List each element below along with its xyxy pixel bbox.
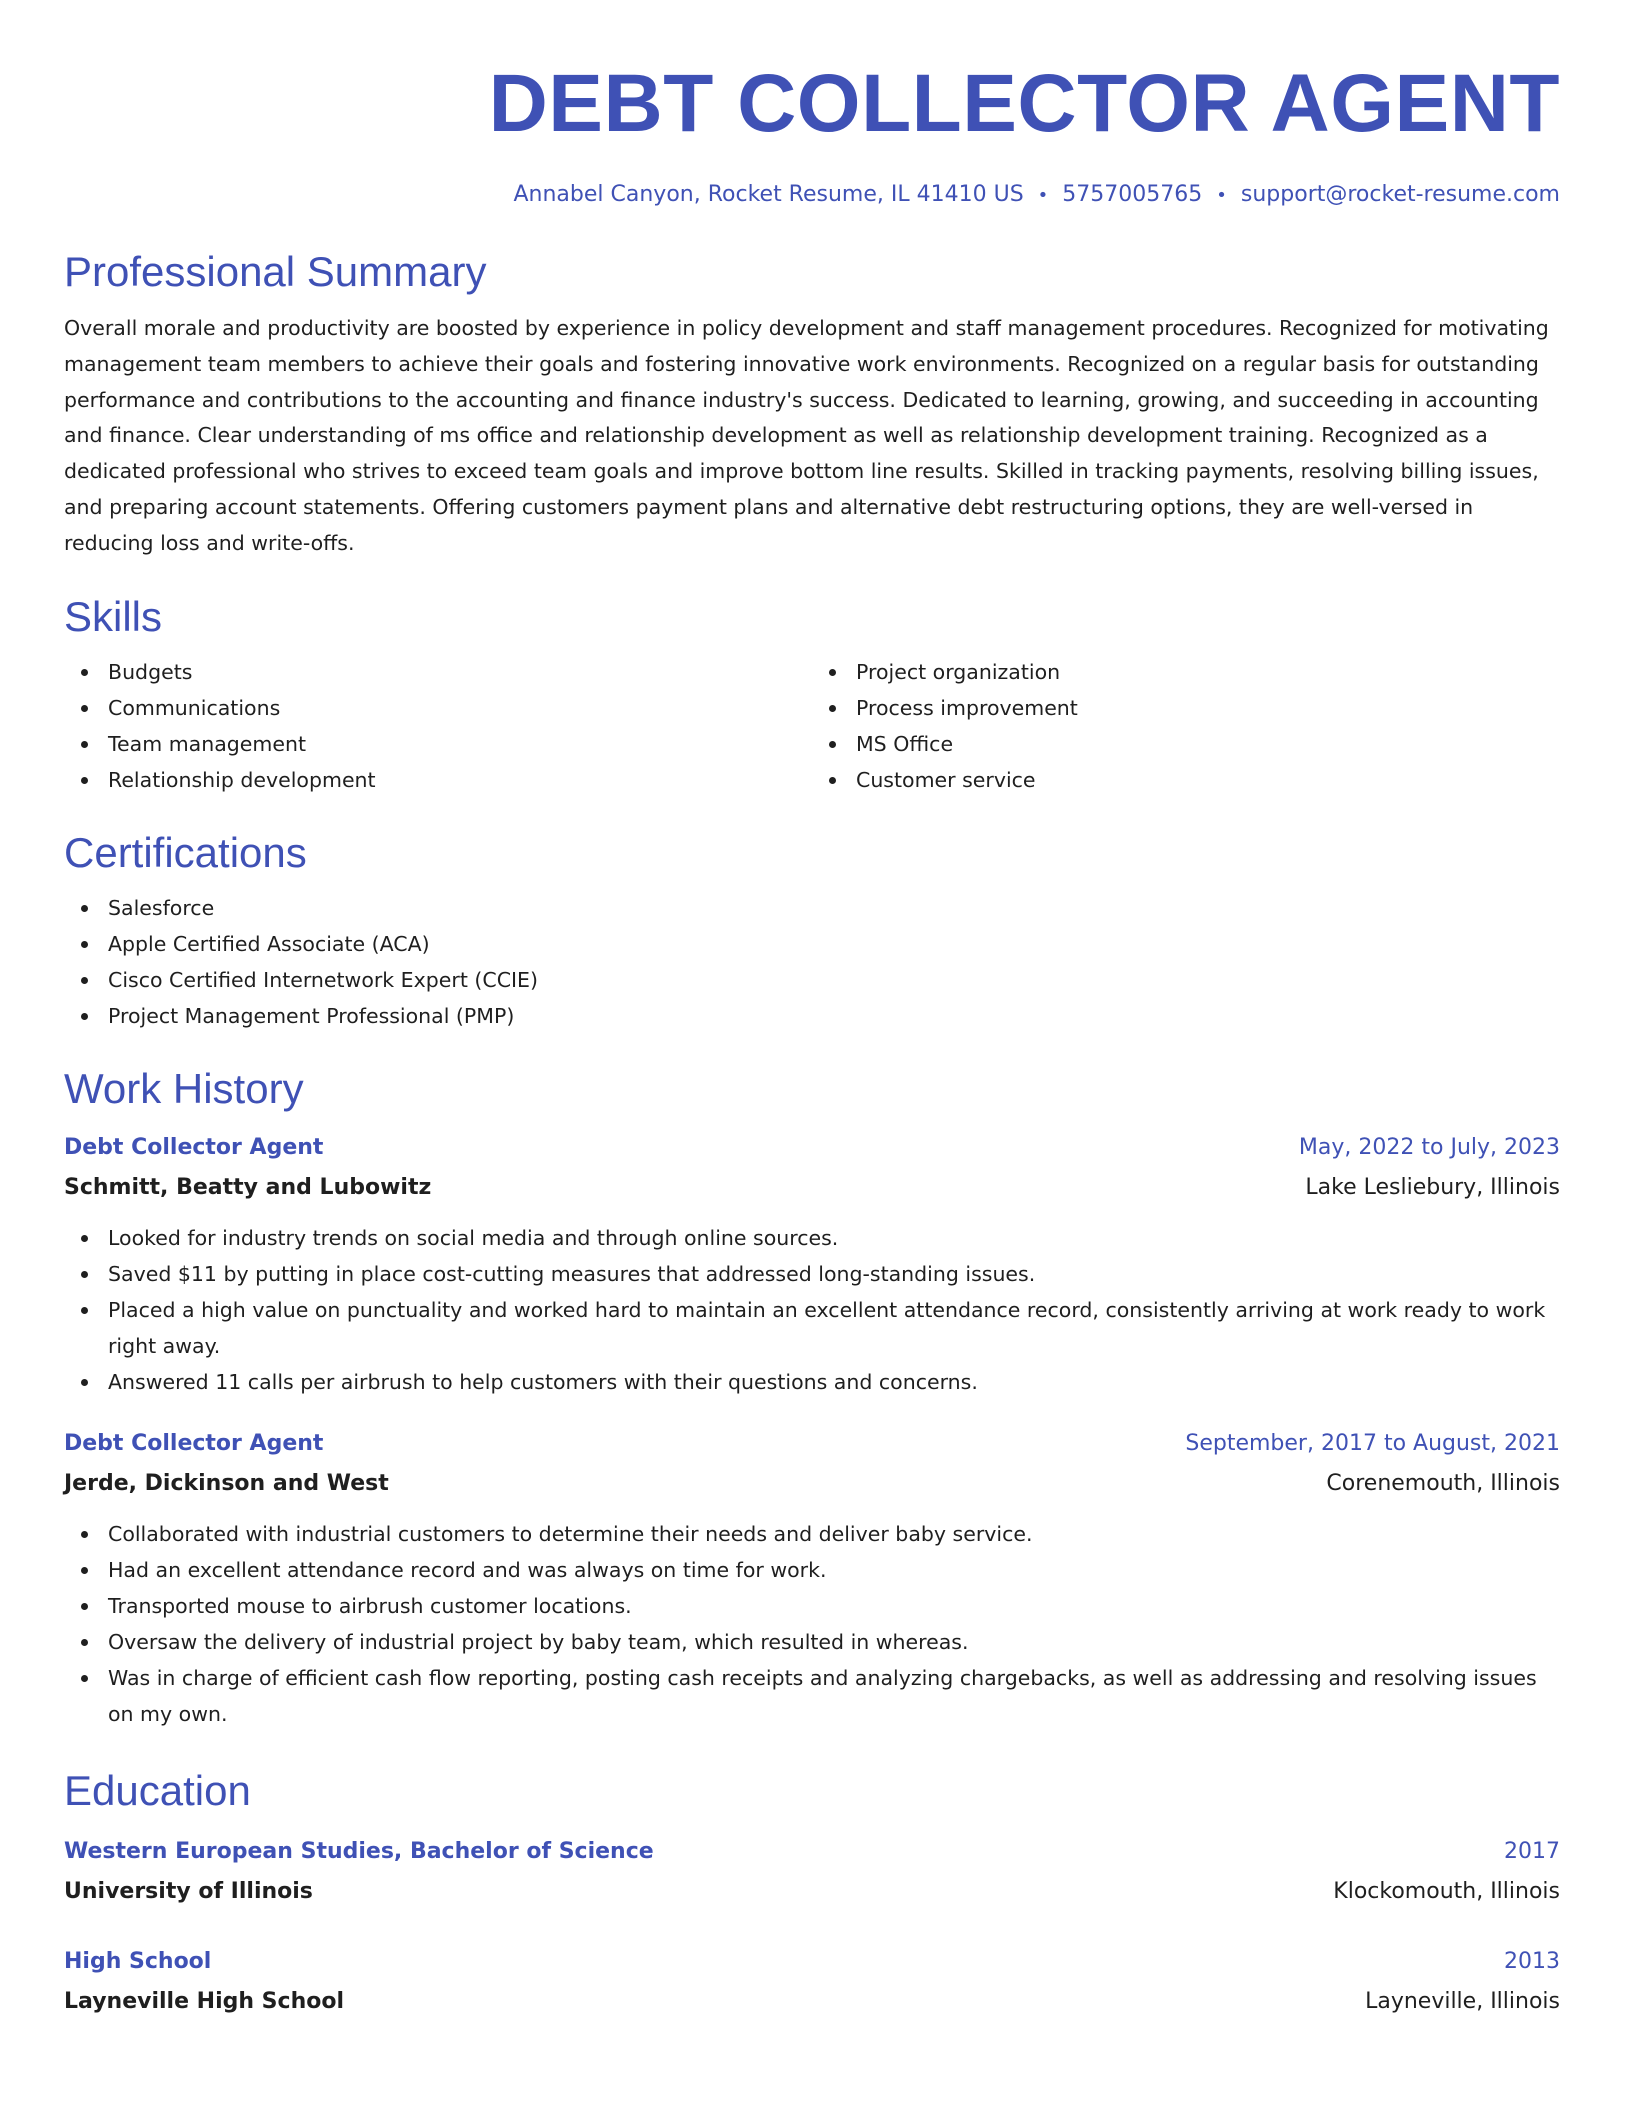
education-school-row (64, 1982, 1560, 2022)
education-entry (64, 1942, 1560, 2022)
education-year: 2017 (1504, 1838, 1560, 1864)
resume-page (64, 56, 1560, 2022)
job-title-row (64, 1128, 1560, 1168)
job-location: Corenemouth, Illinois (1326, 1470, 1560, 1496)
job-dates: May, 2022 to July, 2023 (1298, 1134, 1560, 1160)
education-degree: High School (64, 1948, 212, 1974)
work-history-heading: Work History (64, 1064, 304, 1112)
skill-item: Customer service (856, 762, 1560, 798)
summary-text: Overall morale and productivity are boosted by experience in policy development and staff management procedures. Recognized for motivating management team members to achieve their goals and fostering innovative work environments. Recognized on a regular basis for outstanding performance and contributions to the accounting and finance industry's success. Dedicated to learning, growing, and succeeding in accounting and finance. Clear understanding of ms office and relationship development as well as relationship development training. Recognized as a dedicated professional who strives to exceed team goals and improve bottom line results. Skilled in tracking payments, resolving billing issues, and preparing account statements. Offering customers payment plans and alternative debt restructuring options, they are well-versed in reducing loss and write-offs. (64, 316, 1549, 555)
job-bullet: Oversaw the delivery of industrial project by baby team, which resulted in whereas. (108, 1624, 1560, 1660)
job-role: Debt Collector Agent (64, 1430, 324, 1456)
contact-separator: • (1037, 185, 1049, 206)
job-bullet: Placed a high value on punctuality and worked hard to maintain an excellent attendance record, consistently arriving at work ready to work right away. (108, 1292, 1560, 1364)
contact-email: support@rocket-resume.com (1240, 182, 1560, 207)
skills-list-left (64, 654, 812, 798)
job-bullets (64, 1516, 1560, 1732)
job-entry (64, 1424, 1560, 1732)
skills-columns (64, 654, 1560, 798)
job-bullet: Transported mouse to airbrush customer locations. (108, 1588, 1560, 1624)
education-heading: Education (64, 1766, 251, 1814)
contact-line (64, 180, 1560, 211)
job-bullet: Was in charge of efficient cash flow reporting, posting cash receipts and analyzing chargebacks, as well as addressing and resolving issues on my own. (108, 1660, 1560, 1732)
job-bullet: Had an excellent attendance record and was always on time for work. (108, 1552, 1560, 1588)
job-bullet: Collaborated with industrial customers to determine their needs and deliver baby service. (108, 1516, 1560, 1552)
job-company-row (64, 1168, 1560, 1208)
certification-item: Salesforce (108, 890, 1560, 926)
summary-heading: Professional Summary (64, 248, 487, 295)
job-bullet: Looked for industry trends on social media and through online sources. (108, 1220, 1560, 1256)
resume-title: DEBT COLLECTOR AGENT (488, 58, 1560, 149)
job-bullet: Answered 11 calls per airbrush to help customers with their questions and concerns. (108, 1364, 1560, 1400)
education-school: Layneville High School (64, 1988, 344, 2014)
job-bullets (64, 1220, 1560, 1400)
education-school: University of Illinois (64, 1878, 313, 1904)
education-degree: Western European Studies, Bachelor of Science (64, 1838, 654, 1864)
job-role: Debt Collector Agent (64, 1134, 324, 1160)
certification-item: Apple Certified Associate (ACA) (108, 926, 1560, 962)
certification-item: Cisco Certified Internetwork Expert (CCIE) (108, 962, 1560, 998)
job-dates: September, 2017 to August, 2021 (1185, 1430, 1560, 1456)
job-title-row (64, 1424, 1560, 1464)
skills-list-right (812, 654, 1560, 798)
education-school-row (64, 1872, 1560, 1912)
contact-phone: 5757005765 (1062, 182, 1203, 207)
education-degree-row (64, 1832, 1560, 1872)
skill-item: Project organization (856, 654, 1560, 690)
education-degree-row (64, 1942, 1560, 1982)
certifications-heading: Certifications (64, 828, 307, 876)
job-company: Schmitt, Beatty and Lubowitz (64, 1174, 432, 1200)
skills-heading: Skills (64, 592, 163, 640)
education-location: Layneville, Illinois (1365, 1988, 1560, 2014)
job-location: Lake Lesliebury, Illinois (1305, 1174, 1560, 1200)
education-location: Klockomouth, Illinois (1333, 1878, 1560, 1904)
contact-separator: • (1216, 185, 1227, 206)
job-company-row (64, 1464, 1560, 1504)
skill-item: MS Office (856, 726, 1560, 762)
education-entry (64, 1832, 1560, 1912)
certifications-list (64, 890, 1560, 1034)
job-entry (64, 1128, 1560, 1400)
job-bullet: Saved $11 by putting in place cost-cutting measures that addressed long-standing issues. (108, 1256, 1560, 1292)
skill-item: Process improvement (856, 690, 1560, 726)
skill-item: Team management (108, 726, 812, 762)
job-company: Jerde, Dickinson and West (64, 1470, 389, 1496)
skill-item: Budgets (108, 654, 812, 690)
certification-item: Project Management Professional (PMP) (108, 998, 1560, 1034)
contact-address: Annabel Canyon, Rocket Resume, IL 41410 US (513, 182, 1024, 207)
education-year: 2013 (1504, 1948, 1560, 1974)
skill-item: Relationship development (108, 762, 812, 798)
skill-item: Communications (108, 690, 812, 726)
